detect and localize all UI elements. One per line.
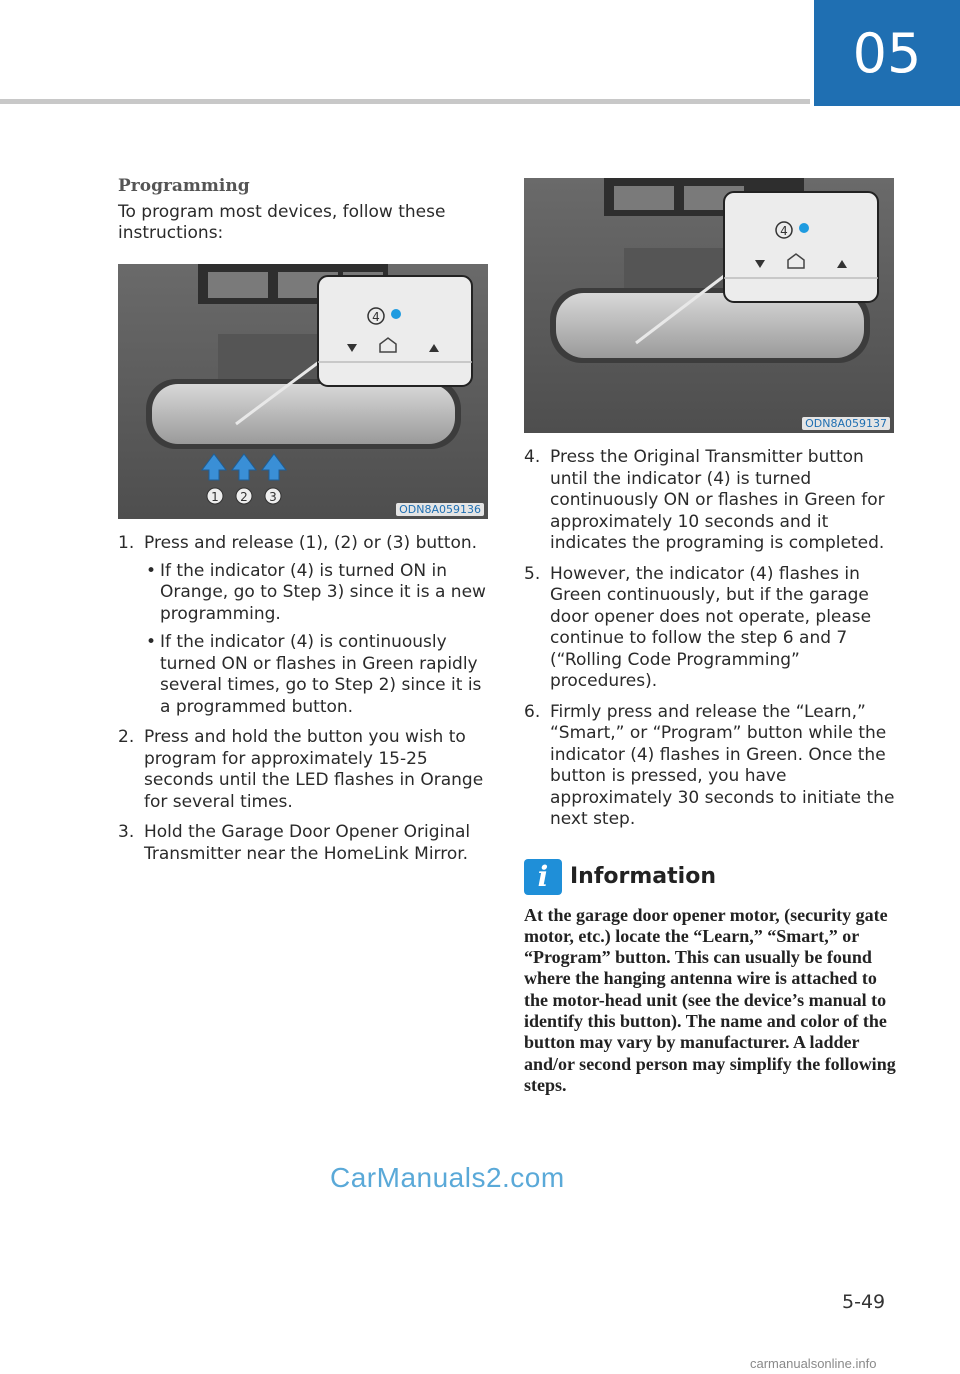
watermark: CarManuals2.com (330, 1162, 565, 1193)
step-item (524, 447, 896, 555)
steps-list (524, 447, 896, 831)
left-column (118, 176, 490, 874)
figure-mirror-indicator (524, 178, 894, 433)
information-header (524, 859, 896, 895)
figure-code: ODN8A059136 (396, 503, 484, 516)
information-text: At the garage door opener motor, (security gate motor, etc.) locate the “Learn,” “Smart,” or “Program” button. This can usually be found where the hanging antenna wire is attached to the motor-head unit (see the device’s manual to identify this button). The name and color of the button may vary by manufacturer. A ladder and/or second person may simplify the following steps. (524, 904, 896, 1095)
step-text: Press and release (1), (2) or (3) button. (144, 533, 478, 553)
steps-list (118, 533, 490, 865)
step-text: Hold the Garage Door Opener Original Transmitter near the HomeLink Mirror. (144, 822, 471, 864)
figure-mirror-buttons (118, 264, 488, 519)
footer-watermark: carmanualsonline.info (750, 1356, 877, 1371)
info-icon: i (524, 859, 562, 895)
bullet-list (144, 561, 490, 719)
mirror-illustration (524, 178, 894, 433)
step-item (118, 822, 490, 865)
figure-code: ODN8A059137 (802, 417, 890, 430)
step-number: 3. (118, 822, 135, 842)
chapter-tab: 05 (814, 0, 960, 106)
step-text: Firmly press and release the “Learn,” “Smart,” or “Program” button while the indicator (4) flashes in Green. Once the button is pressed, you have approximately 30 seconds to initiate the next step. (550, 701, 895, 829)
header-rule (0, 99, 810, 104)
page-number: 5-49 (842, 1291, 886, 1313)
step-text: Press and hold the button you wish to program for approximately 15-25 seconds until the LED flashes in Orange for several times. (144, 727, 484, 812)
bullet-item: • If the indicator (4) is turned ON in Orange, go to Step 3) since it is a new programming. (144, 561, 490, 626)
bullet-item: • If the indicator (4) is continuously turned ON or flashes in Green rapidly several times, go to Step 2) since it is a programmed button. (144, 632, 490, 718)
step-text: Press the Original Transmitter button until the indicator (4) is turned continuously ON or flashes in Green for approximately 10 seconds and it indicates the programing is completed. (550, 447, 885, 553)
step-item (118, 533, 490, 718)
step-text: However, the indicator (4) flashes in Green continuously, but if the garage door opener does not operate, please continue to follow the step 6 and 7 (“Rolling Code Programming” procedures). (550, 563, 872, 691)
section-heading: Programming (118, 176, 250, 196)
step-number: 5. (524, 563, 541, 584)
step-number: 1. (118, 533, 135, 553)
step-number: 6. (524, 701, 541, 722)
step-item (524, 702, 896, 831)
button-label-3: 3 (269, 490, 277, 504)
button-label-2: 2 (240, 490, 248, 504)
step-item (118, 727, 490, 813)
step-number: 4. (524, 447, 541, 467)
callout-number: 4 (780, 224, 788, 238)
callout-number: 4 (372, 310, 380, 324)
intro-text: To program most devices, follow these instructions: (118, 202, 446, 243)
mirror-illustration (118, 264, 488, 519)
right-column (524, 178, 896, 1096)
information-title: Information (570, 864, 716, 889)
step-number: 2. (118, 727, 135, 747)
step-item (524, 564, 896, 693)
button-label-1: 1 (211, 490, 219, 504)
